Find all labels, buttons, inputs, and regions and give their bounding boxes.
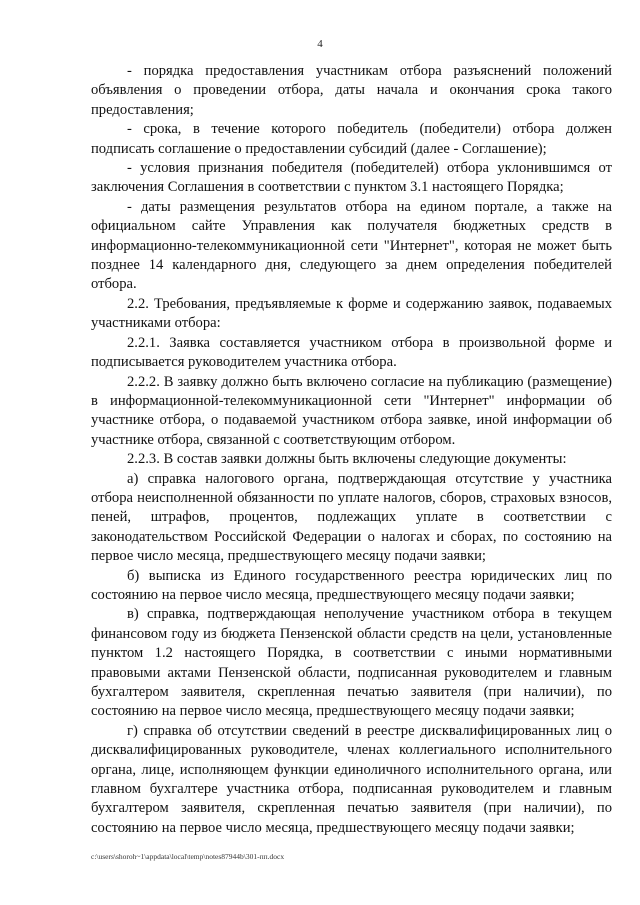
paragraph: - срока, в течение которого победитель (победители) отбора должен подписать соглашение о предоставлении субсидий (далее - Соглашение);	[91, 121, 612, 157]
paragraph: а) справка налогового органа, подтверждающая отсутствие у участника отбора неисполненной обязанности по уплате налогов, сборов, страховых взносов, пеней, штрафов, процентов, подлежащих уплате в соответствии с законодательством Российской Федерации о налогах и сборах, по состоянию на первое число месяца, предшествующего месяцу подачи заявки;	[91, 470, 612, 565]
paragraph: - даты размещения результатов отбора на едином портале, а также на официальном сайте Управления как получателя бюджетных средств в информационно-телекоммуникационной сети "Интернет", которая не может быть позднее 14 календарного дня, следующего за днем определения победителей отбора.	[91, 198, 612, 293]
paragraph: 2.2.1. Заявка составляется участником отбора в произвольной форме и подписывается руководителем участника отбора.	[91, 334, 612, 371]
document-body	[91, 62, 612, 838]
paragraph: в) справка, подтверждающая неполучение участником отбора в текущем финансовом году из бюджета Пензенской области средств на цели, установленные пунктом 1.2 настоящего Порядка, в соответствии с иными нормативными правовыми актами Пензенской области, подписанная руководителем и главным бухгалтером заявителя, скрепленная печатью заявителя (при наличии), по состоянию на первое число месяца, предшествующего месяцу подачи заявки;	[91, 606, 612, 720]
paragraph: б) выписка из Единого государственного реестра юридических лиц по состоянию на первое число месяца, предшествующего месяцу подачи заявки;	[91, 567, 612, 603]
paragraph: 2.2. Требования, предъявляемые к форме и содержанию заявок, подаваемых участниками отбора:	[91, 295, 612, 332]
page-number: 4	[317, 38, 323, 50]
paragraph: - порядка предоставления участникам отбора разъяснений положений объявления о проведении отбора, даты начала и окончания срока такого предоставления;	[91, 63, 612, 118]
paragraph: г) справка об отсутствии сведений в реестре дисквалифицированных лиц о дисквалифицированных руководителе, членах коллегиального исполнительного органа, лице, исполняющем функции единоличного исполнительного органа, или главном бухгалтере участника отбора, подписанная руководителем и главным бухгалтером заявителя, скрепленная печатью заявителя (при наличии), по состоянию на первое число месяца, предшествующего месяцу подачи заявки;	[91, 722, 612, 836]
paragraph: - условия признания победителя (победителей) отбора уклонившимся от заключения Соглашения в соответствии с пунктом 3.1 настоящего Порядка;	[91, 160, 612, 196]
paragraph: 2.2.3. В состав заявки должны быть включены следующие документы:	[127, 451, 567, 468]
footer-file-path: c:\users\shoroh~1\appdata\local\temp\notes87944b\301-пп.docx	[91, 852, 285, 861]
paragraph: 2.2.2. В заявку должно быть включено согласие на публикацию (размещение) в информационной-телекоммуникационной сети "Интернет" информации об участнике отбора, о подаваемой участником отбора заявке, иной информации об участнике отбора, связанной с соответствующим отбором.	[91, 373, 612, 448]
